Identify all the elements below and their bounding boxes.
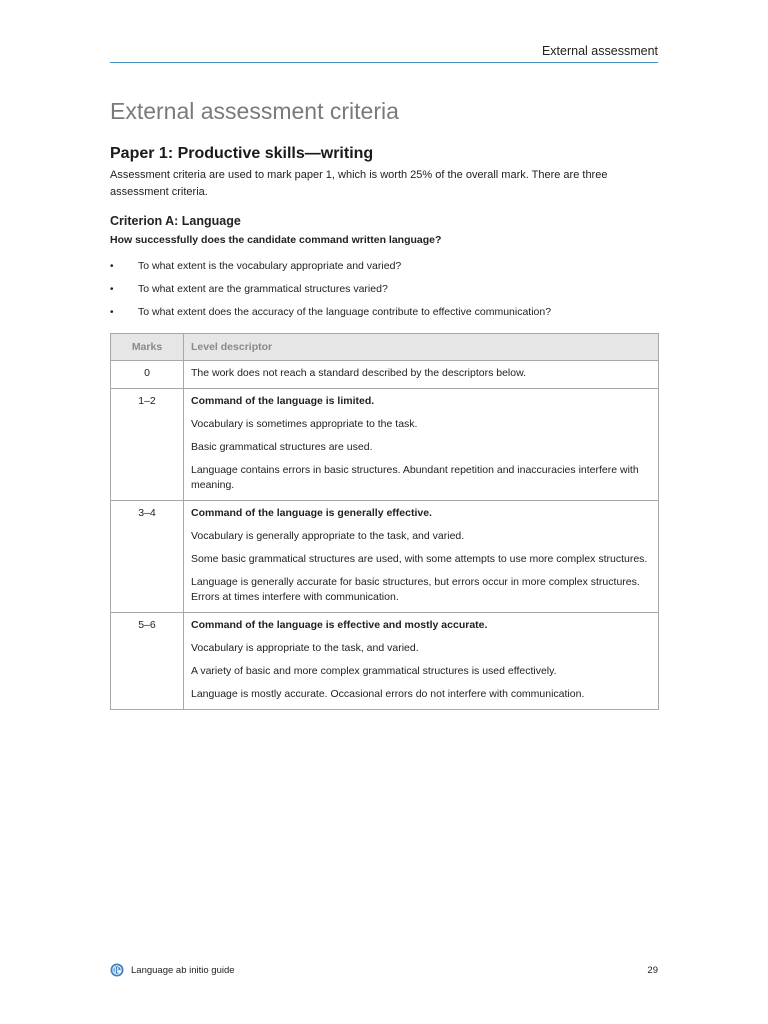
section-intro: Assessment criteria are used to mark paper 1, which is worth 25% of the overall mark. There are three assessment criteria. (110, 169, 608, 198)
running-header: External assessment (541, 44, 658, 58)
footer-guide-title: Language ab initio guide (131, 965, 235, 976)
descriptor-summary: Command of the language is effective and mostly accurate. (191, 619, 488, 631)
section-heading: Paper 1: Productive skills—writing (110, 145, 374, 162)
table-row (111, 389, 659, 501)
descriptor-line: Basic grammatical structures are used. (191, 441, 373, 453)
bullet-text: To what extent are the grammatical structures varied? (138, 283, 388, 295)
bullet-item (110, 259, 658, 282)
bullet-item (110, 282, 658, 305)
ib-logo-icon (110, 963, 124, 977)
bullet-dot-icon: • (110, 307, 114, 318)
descriptor-summary: Command of the language is generally effective. (191, 507, 432, 519)
descriptor-line: Language is mostly accurate. Occasional errors do not interfere with communication. (191, 688, 585, 700)
table-row (111, 613, 659, 710)
descriptor-line: Language contains errors in basic structures. Abundant repetition and inaccuracies interfere with meaning. (191, 464, 639, 491)
descriptor-line: Vocabulary is appropriate to the task, and varied. (191, 642, 419, 654)
criterion-question: How successfully does the candidate command written language? (110, 234, 442, 246)
bullet-text: To what extent does the accuracy of the language contribute to effective communication? (138, 306, 552, 318)
table-row (111, 361, 659, 389)
assessment-table (110, 333, 659, 710)
descriptor-cell (184, 389, 659, 501)
descriptor-line: Vocabulary is sometimes appropriate to the task. (191, 418, 418, 430)
descriptor-line: A variety of basic and more complex grammatical structures is used effectively. (191, 665, 557, 677)
table-row (111, 501, 659, 613)
bullet-text: To what extent is the vocabulary appropriate and varied? (138, 260, 402, 272)
marks-cell: 1–2 (111, 389, 184, 501)
page-number: 29 (647, 965, 658, 976)
descriptor-line: Language is generally accurate for basic structures, but errors occur in more complex structures. Errors at times interfere with communication. (191, 576, 640, 603)
descriptor-line: Vocabulary is generally appropriate to the task, and varied. (191, 530, 465, 542)
marks-column-header: Marks (111, 334, 184, 361)
bullet-dot-icon: • (110, 261, 114, 272)
descriptor-cell (184, 613, 659, 710)
bullet-item (110, 305, 658, 328)
page-footer (110, 963, 658, 979)
descriptor-line: The work does not reach a standard described by the descriptors below. (191, 367, 527, 379)
marks-cell: 0 (111, 361, 184, 389)
marks-cell: 5–6 (111, 613, 184, 710)
page-title: External assessment criteria (110, 98, 399, 124)
bullet-dot-icon: • (110, 284, 114, 295)
descriptor-cell (184, 501, 659, 613)
criterion-bullet-list (110, 259, 658, 328)
descriptor-column-header: Level descriptor (184, 334, 659, 361)
descriptor-summary: Command of the language is limited. (191, 395, 375, 407)
criterion-heading: Criterion A: Language (110, 214, 241, 228)
table-header-row (111, 334, 659, 361)
header-rule (110, 62, 658, 63)
marks-cell: 3–4 (111, 501, 184, 613)
descriptor-line: Some basic grammatical structures are used, with some attempts to use more complex structures. (191, 553, 648, 565)
descriptor-cell (184, 361, 659, 389)
